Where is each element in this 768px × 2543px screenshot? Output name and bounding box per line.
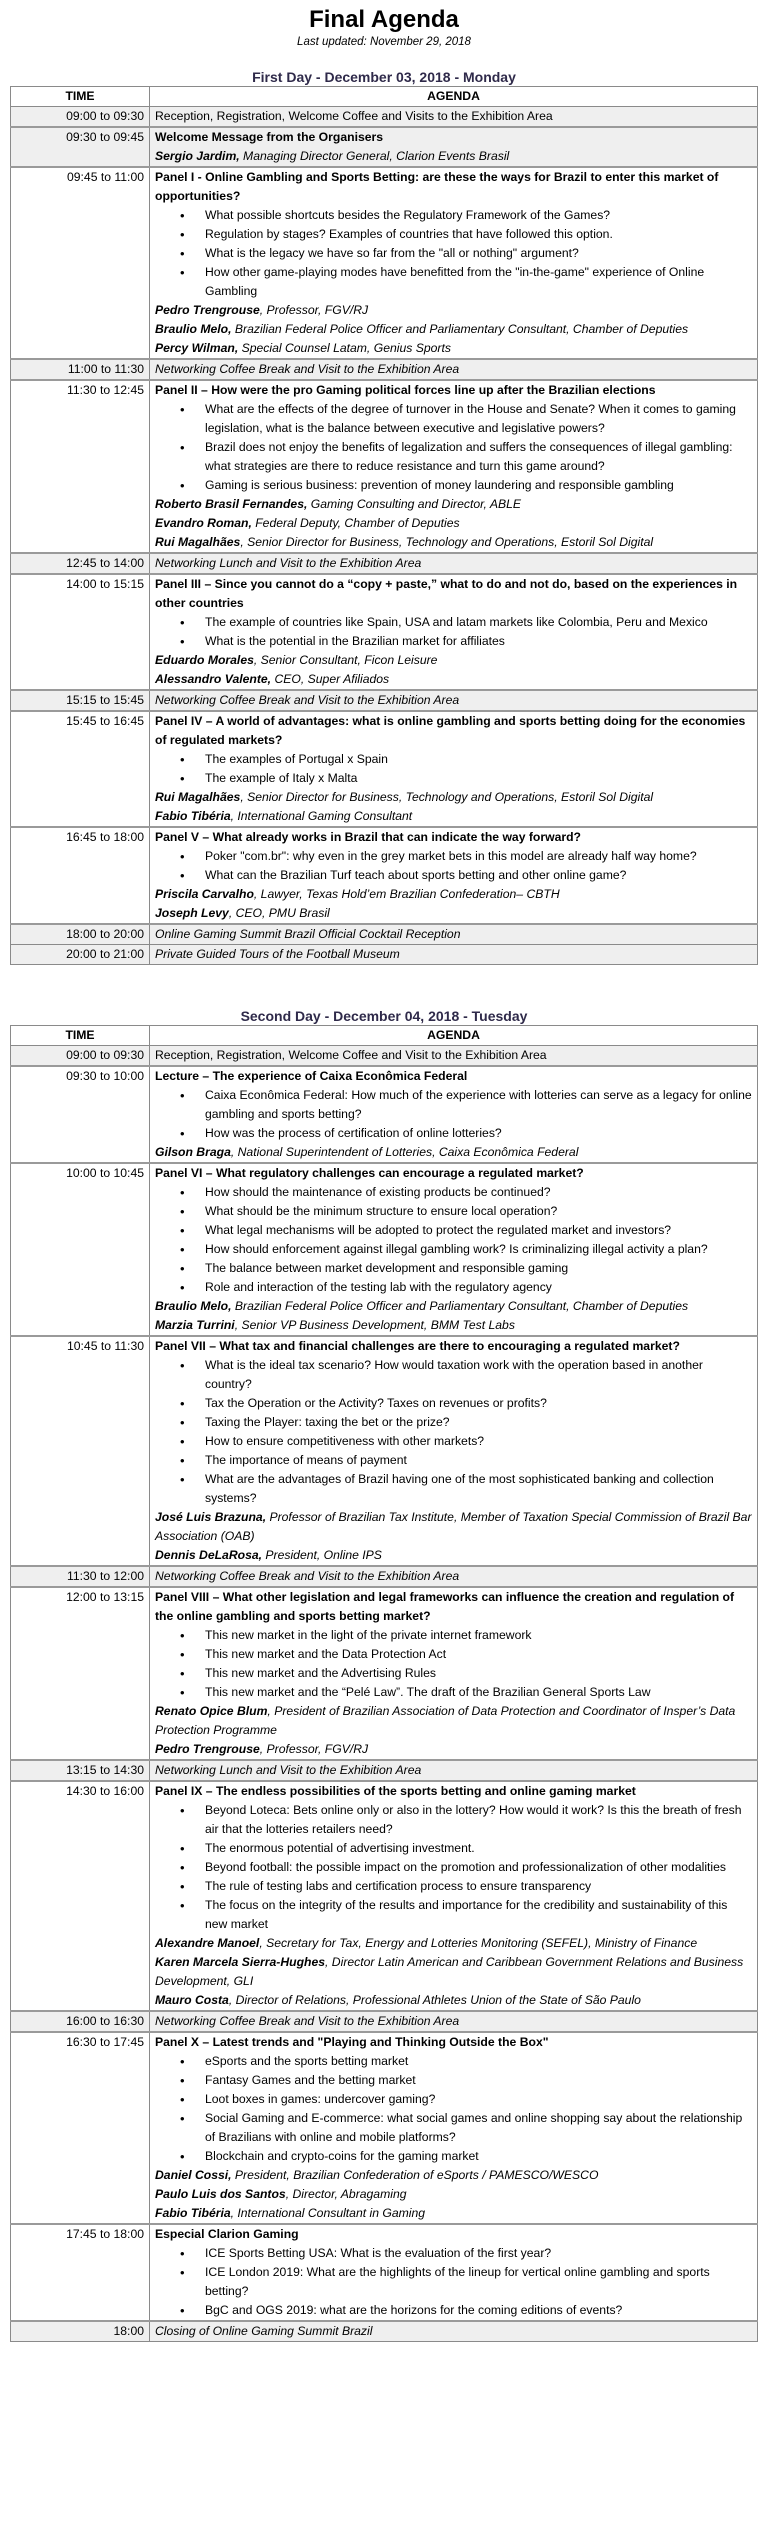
session-time: 15:15 to 15:45 — [11, 690, 150, 711]
session-time: 09:30 to 10:00 — [11, 1066, 150, 1163]
session-time: 20:00 to 21:00 — [11, 945, 150, 965]
topic-item: • Loot boxes in games: undercover gaming? — [205, 2090, 752, 2109]
session-content — [150, 1336, 758, 1566]
session-title: Panel VI – What regulatory challenges can encourage a regulated market? — [155, 1166, 584, 1180]
topic-item: • Tax the Operation or the Activity? Taxes on revenues or profits? — [205, 1394, 752, 1413]
speaker — [155, 1316, 752, 1335]
speaker — [155, 885, 752, 904]
topic-item: • The enormous potential of advertising investment. — [205, 1839, 752, 1858]
speaker-role: President, Brazilian Confederation of eSports / PAMESCO/WESCO — [231, 2168, 599, 2182]
table-header-row — [11, 87, 758, 107]
topic-item: • How should the maintenance of existing products be continued? — [205, 1183, 752, 1202]
topic-item: • Caixa Econômica Federal: How much of the experience with lotteries can serve as a legacy for online gambling and sports betting? — [205, 1086, 752, 1124]
topic-item: • This new market and the Data Protection Act — [205, 1645, 752, 1664]
speaker-name: Pedro Trengrouse — [155, 303, 260, 317]
topic-list — [155, 847, 752, 885]
speaker-name: Fabio Tibéria — [155, 2206, 231, 2220]
topic-item: • Blockchain and crypto-coins for the gaming market — [205, 2147, 752, 2166]
speaker-role: CEO, Super Afiliados — [271, 672, 390, 686]
topic-item: • What is the legacy we have so far from the "all or nothing" argument? — [205, 244, 752, 263]
time-column-header: TIME — [11, 1026, 150, 1046]
speaker — [155, 320, 752, 339]
topic-item: • Beyond football: the possible impact on the promotion and professionalization of other modalities — [205, 1858, 752, 1877]
topic-list — [155, 1356, 752, 1508]
speaker — [155, 807, 752, 826]
speaker-name: Roberto Brasil Fernandes, — [155, 497, 308, 511]
speaker-role: Professor of Brazilian Tax Institute, Member of Taxation Special Commission of Brazil Bar Association (OAB) — [155, 1510, 752, 1543]
break-text: Networking Lunch and Visit to the Exhibition Area — [150, 1760, 758, 1781]
topic-item: • How was the process of certification of online lotteries? — [205, 1124, 752, 1143]
speaker-name: Paulo Luis dos Santos — [155, 2187, 286, 2201]
speaker-role: Gaming Consulting and Director, ABLE — [307, 497, 522, 511]
break-text: Networking Lunch and Visit to the Exhibition Area — [150, 553, 758, 574]
topic-list — [155, 2244, 752, 2320]
topic-item: • The balance between market development and responsible gaming — [205, 1259, 752, 1278]
session-time: 09:00 to 09:30 — [11, 107, 150, 128]
speaker-role: , National Superintendent of Lotteries, Caixa Econômica Federal — [230, 1145, 579, 1159]
speaker-role: , International Consultant in Gaming — [230, 2206, 426, 2220]
session-time: 12:45 to 14:00 — [11, 553, 150, 574]
topic-item: • What should be the minimum structure to ensure local operation? — [205, 1202, 752, 1221]
session-row — [11, 167, 758, 359]
session-text: Reception, Registration, Welcome Coffee and Visit to the Exhibition Area — [150, 1046, 758, 1067]
break-row — [11, 1566, 758, 1587]
session-content — [150, 127, 758, 167]
session-time: 16:30 to 17:45 — [11, 2032, 150, 2224]
speaker-role: President, Online IPS — [262, 1548, 382, 1562]
break-text: Networking Coffee Break and Visit to the Exhibition Area — [150, 690, 758, 711]
speaker-name: Alessandro Valente, — [155, 672, 272, 686]
session-content — [150, 711, 758, 827]
speaker-name: Fabio Tibéria — [155, 809, 231, 823]
speaker — [155, 1143, 752, 1162]
days-container — [10, 68, 758, 2342]
speaker-role: , Senior Director for Business, Technology and Operations, Estoril Sol Digital — [240, 535, 654, 549]
break-row — [11, 924, 758, 945]
topic-list — [155, 206, 752, 301]
session-time: 17:45 to 18:00 — [11, 2224, 150, 2321]
session-time: 11:00 to 11:30 — [11, 359, 150, 380]
topic-item: • ICE London 2019: What are the highlights of the lineup for vertical online gambling and sports betting? — [205, 2263, 752, 2301]
speaker-name: Braulio Melo, — [155, 1299, 232, 1313]
speaker-name: Sergio Jardim, — [155, 149, 240, 163]
topic-item: • Taxing the Player: taxing the bet or the prize? — [205, 1413, 752, 1432]
session-content — [150, 2224, 758, 2321]
topic-item: • Regulation by stages? Examples of countries that have followed this option. — [205, 225, 752, 244]
speaker — [155, 495, 752, 514]
break-row — [11, 359, 758, 380]
speaker — [155, 1297, 752, 1316]
speaker-name: Mauro Costa — [155, 1993, 229, 2007]
speaker-name: Joseph Levy — [155, 906, 229, 920]
speaker — [155, 2166, 752, 2185]
break-text: Online Gaming Summit Brazil Official Cocktail Reception — [150, 924, 758, 945]
speaker-role: , Director, Abragaming — [285, 2187, 407, 2201]
session-row — [11, 1163, 758, 1336]
session-content — [150, 2032, 758, 2224]
topic-list — [155, 1626, 752, 1702]
speaker — [155, 1546, 752, 1565]
session-content — [150, 1781, 758, 2011]
session-row — [11, 711, 758, 827]
day-heading: First Day - December 03, 2018 - Monday — [252, 69, 516, 85]
speaker-role: , Director of Relations, Professional Athletes Union of the State of São Paulo — [228, 1993, 641, 2007]
topic-item: • The examples of Portugal x Spain — [205, 750, 752, 769]
session-time: 09:45 to 11:00 — [11, 167, 150, 359]
speaker-role: , Senior Consultant, Ficon Leisure — [253, 653, 438, 667]
speaker-name: Eduardo Morales — [155, 653, 254, 667]
topic-item: • How should enforcement against illegal gambling work? Is criminalizing illegal activity a plan? — [205, 1240, 752, 1259]
session-time: 14:30 to 16:00 — [11, 1781, 150, 2011]
topic-item: • What are the advantages of Brazil having one of the most sophisticated banking and collection systems? — [205, 1470, 752, 1508]
speaker — [155, 1991, 752, 2010]
speaker-name: Daniel Cossi, — [155, 2168, 232, 2182]
topic-item: • Fantasy Games and the betting market — [205, 2071, 752, 2090]
time-column-header: TIME — [11, 87, 150, 107]
speaker-name: Renato Opice Blum — [155, 1704, 268, 1718]
speaker — [155, 2204, 752, 2223]
session-title: Panel VII – What tax and financial challenges are there to encouraging a regulated market? — [155, 1339, 680, 1353]
topic-item: • Gaming is serious business: prevention of money laundering and responsible gambling — [205, 476, 752, 495]
session-time: 09:00 to 09:30 — [11, 1046, 150, 1067]
speaker-role: , President of Brazilian Association of Data Protection and Coordinator of Insper’s Data Protection Programme — [155, 1704, 736, 1737]
topic-list — [155, 400, 752, 495]
agenda-column-header: AGENDA — [150, 87, 758, 107]
speaker — [155, 1740, 752, 1759]
session-time: 15:45 to 16:45 — [11, 711, 150, 827]
table-row — [11, 107, 758, 128]
speaker-role: , International Gaming Consultant — [230, 809, 413, 823]
session-row — [11, 1587, 758, 1760]
speaker — [155, 788, 752, 807]
speaker — [155, 1934, 752, 1953]
table-row — [11, 1046, 758, 1067]
topic-item: • The example of Italy x Malta — [205, 769, 752, 788]
speaker-name: Alexandre Manoel — [155, 1936, 260, 1950]
speaker — [155, 339, 752, 358]
speaker-role: Managing Director General, Clarion Events Brasil — [239, 149, 510, 163]
session-content — [150, 1066, 758, 1163]
speaker-role: , Professor, FGV/RJ — [259, 1742, 369, 1756]
session-title: Panel I - Online Gambling and Sports Betting: are these the ways for Brazil to enter this market of opportunities? — [155, 170, 719, 203]
session-title: Lecture – The experience of Caixa Econômica Federal — [155, 1069, 468, 1083]
speaker — [155, 2185, 752, 2204]
session-time: 11:30 to 12:45 — [11, 380, 150, 553]
session-title: Especial Clarion Gaming — [155, 2227, 299, 2241]
speaker-name: Evandro Roman, — [155, 516, 252, 530]
speaker — [155, 651, 752, 670]
topic-item: • Poker "com.br": why even in the grey market bets in this model are already half way home? — [205, 847, 752, 866]
speaker — [155, 533, 752, 552]
agenda-rows — [11, 107, 758, 965]
break-row — [11, 945, 758, 965]
day-section-2 — [10, 1007, 758, 2342]
speaker-role: Federal Deputy, Chamber of Deputies — [251, 516, 460, 530]
speaker-role: , Senior Director for Business, Technology and Operations, Estoril Sol Digital — [240, 790, 654, 804]
session-time: 10:45 to 11:30 — [11, 1336, 150, 1566]
session-time: 10:00 to 10:45 — [11, 1163, 150, 1336]
topic-item: • Brazil does not enjoy the benefits of legalization and suffers the consequences of illegal gambling: what strategies are there to reduce resistance and turn this game around? — [205, 438, 752, 476]
speaker — [155, 670, 752, 689]
break-row — [11, 2011, 758, 2032]
topic-item: • Role and interaction of the testing lab with the regulatory agency — [205, 1278, 752, 1297]
session-title: Panel V – What already works in Brazil that can indicate the way forward? — [155, 830, 582, 844]
speaker-name: José Luis Brazuna, — [155, 1510, 267, 1524]
speaker — [155, 1702, 752, 1740]
day-heading: Second Day - December 04, 2018 - Tuesday — [240, 1008, 528, 1024]
session-row — [11, 1336, 758, 1566]
session-content — [150, 1163, 758, 1336]
topic-item: • This new market and the Advertising Rules — [205, 1664, 752, 1683]
topic-list — [155, 750, 752, 788]
session-time: 16:45 to 18:00 — [11, 827, 150, 924]
speaker-name: Rui Magalhães — [155, 790, 241, 804]
session-title: Panel X – Latest trends and "Playing and Thinking Outside the Box" — [155, 2035, 549, 2049]
session-row — [11, 2032, 758, 2224]
speaker-name: Karen Marcela Sierra-Hughes — [155, 1955, 326, 1969]
session-content — [150, 167, 758, 359]
break-row — [11, 2321, 758, 2342]
topic-item: • The example of countries like Spain, USA and latam markets like Colombia, Peru and Mexico — [205, 613, 752, 632]
speaker-name: Pedro Trengrouse — [155, 1742, 260, 1756]
agenda-column-header: AGENDA — [150, 1026, 758, 1046]
session-text: Reception, Registration, Welcome Coffee and Visits to the Exhibition Area — [150, 107, 758, 128]
break-row — [11, 690, 758, 711]
session-title: Panel IX – The endless possibilities of the sports betting and online gaming market — [155, 1784, 636, 1798]
session-content — [150, 574, 758, 690]
topic-list — [155, 613, 752, 651]
topic-item: • The importance of means of payment — [205, 1451, 752, 1470]
speaker-name: Marzia Turrini — [155, 1318, 235, 1332]
session-title: Panel III – Since you cannot do a “copy + paste,” what to do and not do, based on the experiences in other countries — [155, 577, 738, 610]
session-content — [150, 827, 758, 924]
speaker-role: Special Counsel Latam, Genius Sports — [238, 341, 451, 355]
session-title: Panel VIII – What other legislation and legal frameworks can influence the creation and regulation of the online gambling and sports betting market? — [155, 1590, 735, 1623]
topic-item: • Beyond Loteca: Bets online only or also in the lottery? How would it work? Is this the breath of fresh air that the lotteries retailers need? — [205, 1801, 752, 1839]
topic-item: • What can the Brazilian Turf teach about sports betting and other online game? — [205, 866, 752, 885]
topic-item: • What are the effects of the degree of turnover in the House and Senate? When it comes to gaming legislation, what is the balance between executive and legislative powers? — [205, 400, 752, 438]
topic-item: • How other game-playing modes have benefitted from the "in-the-game" experience of Online Gambling — [205, 263, 752, 301]
session-time: 12:00 to 13:15 — [11, 1587, 150, 1760]
speaker-role: , Professor, FGV/RJ — [259, 303, 369, 317]
session-content — [150, 1587, 758, 1760]
session-time: 16:00 to 16:30 — [11, 2011, 150, 2032]
session-row — [11, 1781, 758, 2011]
break-text: Private Guided Tours of the Football Museum — [150, 945, 758, 965]
break-text: Networking Coffee Break and Visit to the Exhibition Area — [150, 2011, 758, 2032]
speaker-role: , Lawyer, Texas Hold’em Brazilian Confederation– CBTH — [253, 887, 560, 901]
session-row — [11, 380, 758, 553]
agenda-table — [10, 86, 758, 965]
page-title: Final Agenda — [309, 6, 459, 33]
speaker-role: , Director Latin American and Caribbean Government Relations and Business Development, GLI — [155, 1955, 744, 1988]
speaker-name: Percy Wilman, — [155, 341, 239, 355]
table-header-row — [11, 1026, 758, 1046]
speaker-role: , Secretary for Tax, Energy and Lotteries Monitoring (SEFEL), Ministry of Finance — [259, 1936, 698, 1950]
break-text: Networking Coffee Break and Visit to the Exhibition Area — [150, 359, 758, 380]
topic-item: • What is the ideal tax scenario? How would taxation work with the operation based in another country? — [205, 1356, 752, 1394]
break-row — [11, 553, 758, 574]
topic-list — [155, 1183, 752, 1297]
topic-item: • The focus on the integrity of the results and importance for the credibility and sustainability of this new market — [205, 1896, 752, 1934]
agenda-table — [10, 1025, 758, 2342]
break-text: Networking Coffee Break and Visit to the Exhibition Area — [150, 1566, 758, 1587]
speaker — [155, 904, 752, 923]
topic-item: • Social Gaming and E-commerce: what social games and online shopping say about the relationship of Brazilians with online and mobile platforms? — [205, 2109, 752, 2147]
session-row — [11, 127, 758, 167]
topic-list — [155, 1801, 752, 1934]
last-updated: Last updated: November 29, 2018 — [297, 36, 471, 48]
topic-item: • What possible shortcuts besides the Regulatory Framework of the Games? — [205, 206, 752, 225]
speaker-role: Brazilian Federal Police Officer and Parliamentary Consultant, Chamber of Deputies — [231, 322, 689, 336]
topic-item: • What legal mechanisms will be adopted to protect the regulated market and investors? — [205, 1221, 752, 1240]
speaker — [155, 301, 752, 320]
speaker-name: Rui Magalhães — [155, 535, 241, 549]
session-time: 09:30 to 09:45 — [11, 127, 150, 167]
session-title: Welcome Message from the Organisers — [155, 130, 384, 144]
topic-item: • This new market and the “Pelé Law”. The draft of the Brazilian General Sports Law — [205, 1683, 752, 1702]
topic-list — [155, 1086, 752, 1143]
speaker — [155, 514, 752, 533]
session-content — [150, 380, 758, 553]
speaker-name: Gilson Braga — [155, 1145, 231, 1159]
session-time: 18:00 — [11, 2321, 150, 2342]
speaker — [155, 1953, 752, 1991]
speaker — [155, 1508, 752, 1546]
session-time: 13:15 to 14:30 — [11, 1760, 150, 1781]
speaker — [155, 147, 752, 166]
session-time: 14:00 to 15:15 — [11, 574, 150, 690]
topic-item: • This new market in the light of the private internet framework — [205, 1626, 752, 1645]
topic-item: • What is the potential in the Brazilian market for affiliates — [205, 632, 752, 651]
day-section-1 — [10, 68, 758, 965]
speaker-role: , Senior VP Business Development, BMM Test Labs — [234, 1318, 515, 1332]
topic-item: • BgC and OGS 2019: what are the horizons for the coming editions of events? — [205, 2301, 752, 2320]
topic-item: • ICE Sports Betting USA: What is the evaluation of the first year? — [205, 2244, 752, 2263]
break-row — [11, 1760, 758, 1781]
session-row — [11, 827, 758, 924]
speaker-role: , CEO, PMU Brasil — [228, 906, 330, 920]
topic-list — [155, 2052, 752, 2166]
break-text: Closing of Online Gaming Summit Brazil — [150, 2321, 758, 2342]
topic-item: • The rule of testing labs and certification process to ensure transparency — [205, 1877, 752, 1896]
speaker-name: Braulio Melo, — [155, 322, 232, 336]
session-time: 18:00 to 20:00 — [11, 924, 150, 945]
session-row — [11, 574, 758, 690]
session-row — [11, 2224, 758, 2321]
session-title: Panel IV – A world of advantages: what is online gambling and sports betting doing for the economies of regulated markets? — [155, 714, 746, 747]
topic-item: • eSports and the sports betting market — [205, 2052, 752, 2071]
session-title: Panel II – How were the pro Gaming political forces line up after the Brazilian elections — [155, 383, 656, 397]
session-time: 11:30 to 12:00 — [11, 1566, 150, 1587]
topic-item: • How to ensure competitiveness with other markets? — [205, 1432, 752, 1451]
agenda-rows — [11, 1046, 758, 2342]
speaker-role: Brazilian Federal Police Officer and Parliamentary Consultant, Chamber of Deputies — [231, 1299, 689, 1313]
speaker-name: Dennis DeLaRosa, — [155, 1548, 263, 1562]
session-row — [11, 1066, 758, 1163]
speaker-name: Priscila Carvalho — [155, 887, 254, 901]
